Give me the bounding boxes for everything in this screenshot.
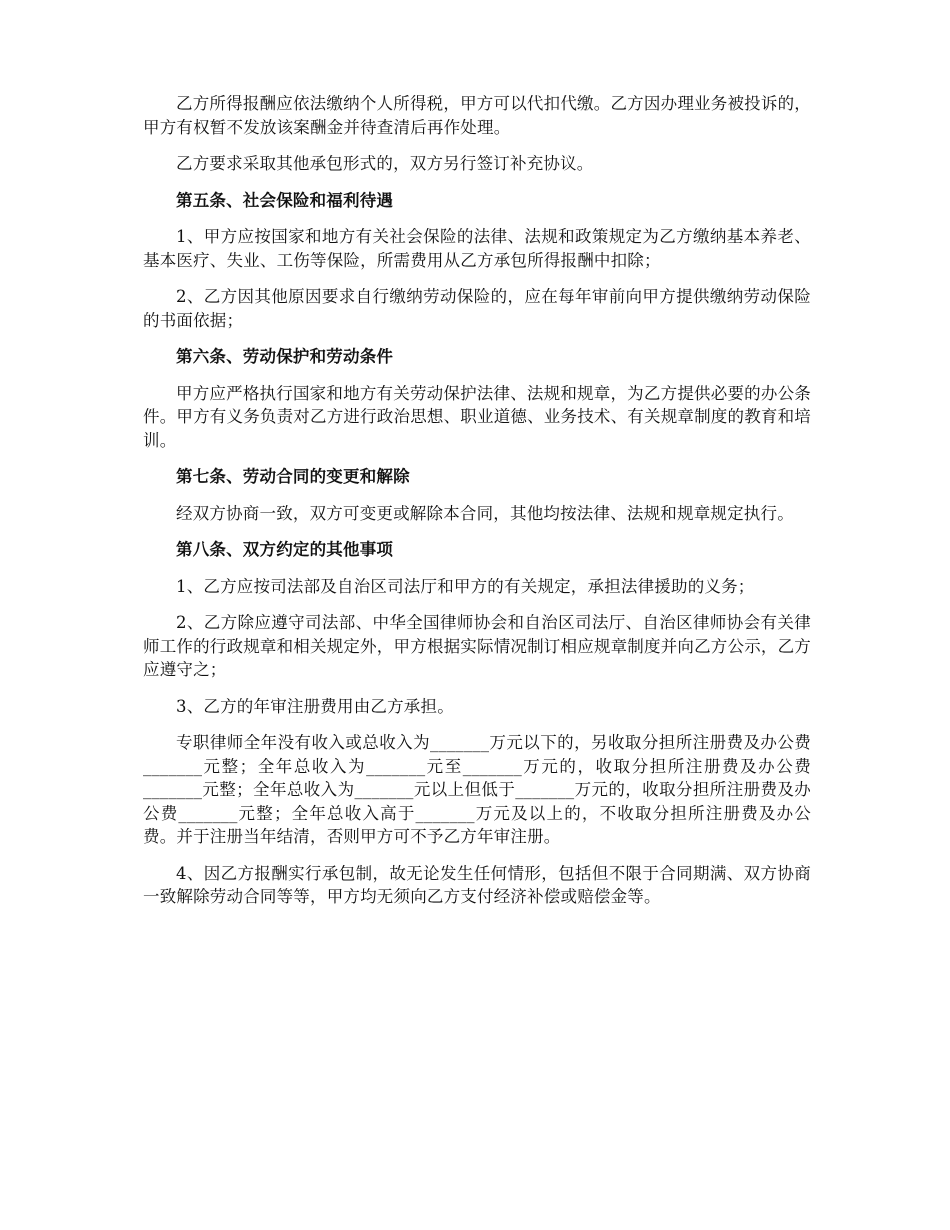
paragraph-tax: 乙方所得报酬应依法缴纳个人所得税，甲方可以代扣代缴。乙方因办理业务被投诉的，甲方有权暂不发放该案酬金并待查清后再作处理。 [143,94,811,137]
paragraph-6-1: 甲方应严格执行国家和地方有关劳动保护法律、法规和规章，为乙方提供必要的办公条件。甲方有义务负责对乙方进行政治思想、职业道德、业务技术、有关规章制度的教育和培训。 [143,383,811,450]
paragraph-other-contract-forms: 乙方要求采取其他承包形式的，双方另行签订补充协议。 [176,154,594,173]
heading-article-7: 第七条、劳动合同的变更和解除 [176,467,410,486]
heading-article-5: 第五条、社会保险和福利待遇 [176,190,394,210]
heading-article-6: 第六条、劳动保护和劳动条件 [176,347,394,366]
paragraph-5-1: 1、甲方应按国家和地方有关社会保险的法律、法规和政策规定为乙方缴纳基本养老、基本医疗、失业、工伤等保险，所需费用从乙方承包所得报酬中扣除； [143,227,811,270]
paragraph-8-4: 4、因乙方报酬实行承包制，故无论发生任何情形，包括但不限于合同期满、双方协商一致解除劳动合同等等，甲方均无须向乙方支付经济补偿或赔偿金等。 [143,863,811,906]
paragraph-5-2: 2、乙方因其他原因要求自行缴纳劳动保险的，应在每年审前向甲方提供缴纳劳动保险的书面依据； [143,287,811,330]
heading-article-8: 第八条、双方约定的其他事项 [176,540,394,559]
paragraph-7-1: 经双方协商一致，双方可变更或解除本合同，其他均按法律、法规和规章规定执行。 [176,503,794,523]
paragraph-8-1: 1、乙方应按司法部及自治区司法厅和甲方的有关规定，承担法律援助的义务； [176,576,755,596]
paragraph-8-2: 2、乙方除应遵守司法部、中华全国律师协会和自治区司法厅、自治区律师协会有关律师工作的行政规章和相关规定外，甲方根据实际情况制订相应规章制度并向乙方公示，乙方应遵守之； [143,613,811,679]
paragraph-8-3: 3、乙方的年审注册费用由乙方承担。 [176,696,454,716]
paragraph-8-fees: 专职律师全年没有收入或总收入为_______万元以下的，另收取分担所注册费及办公费_______元整；全年总收入为_______元至_______万元的，收取分担所注册费及办公费_______元整；全年总收入为_______元以上但低于_______万元的，收取分担所注册费及办公费_______元整；全年总收入高于_______万元及以上的，不收取分担所注册费及办公费。并于注册当年结清，否则甲方可不予乙方年审注册。 [143,733,811,846]
document-page [143,92,811,909]
